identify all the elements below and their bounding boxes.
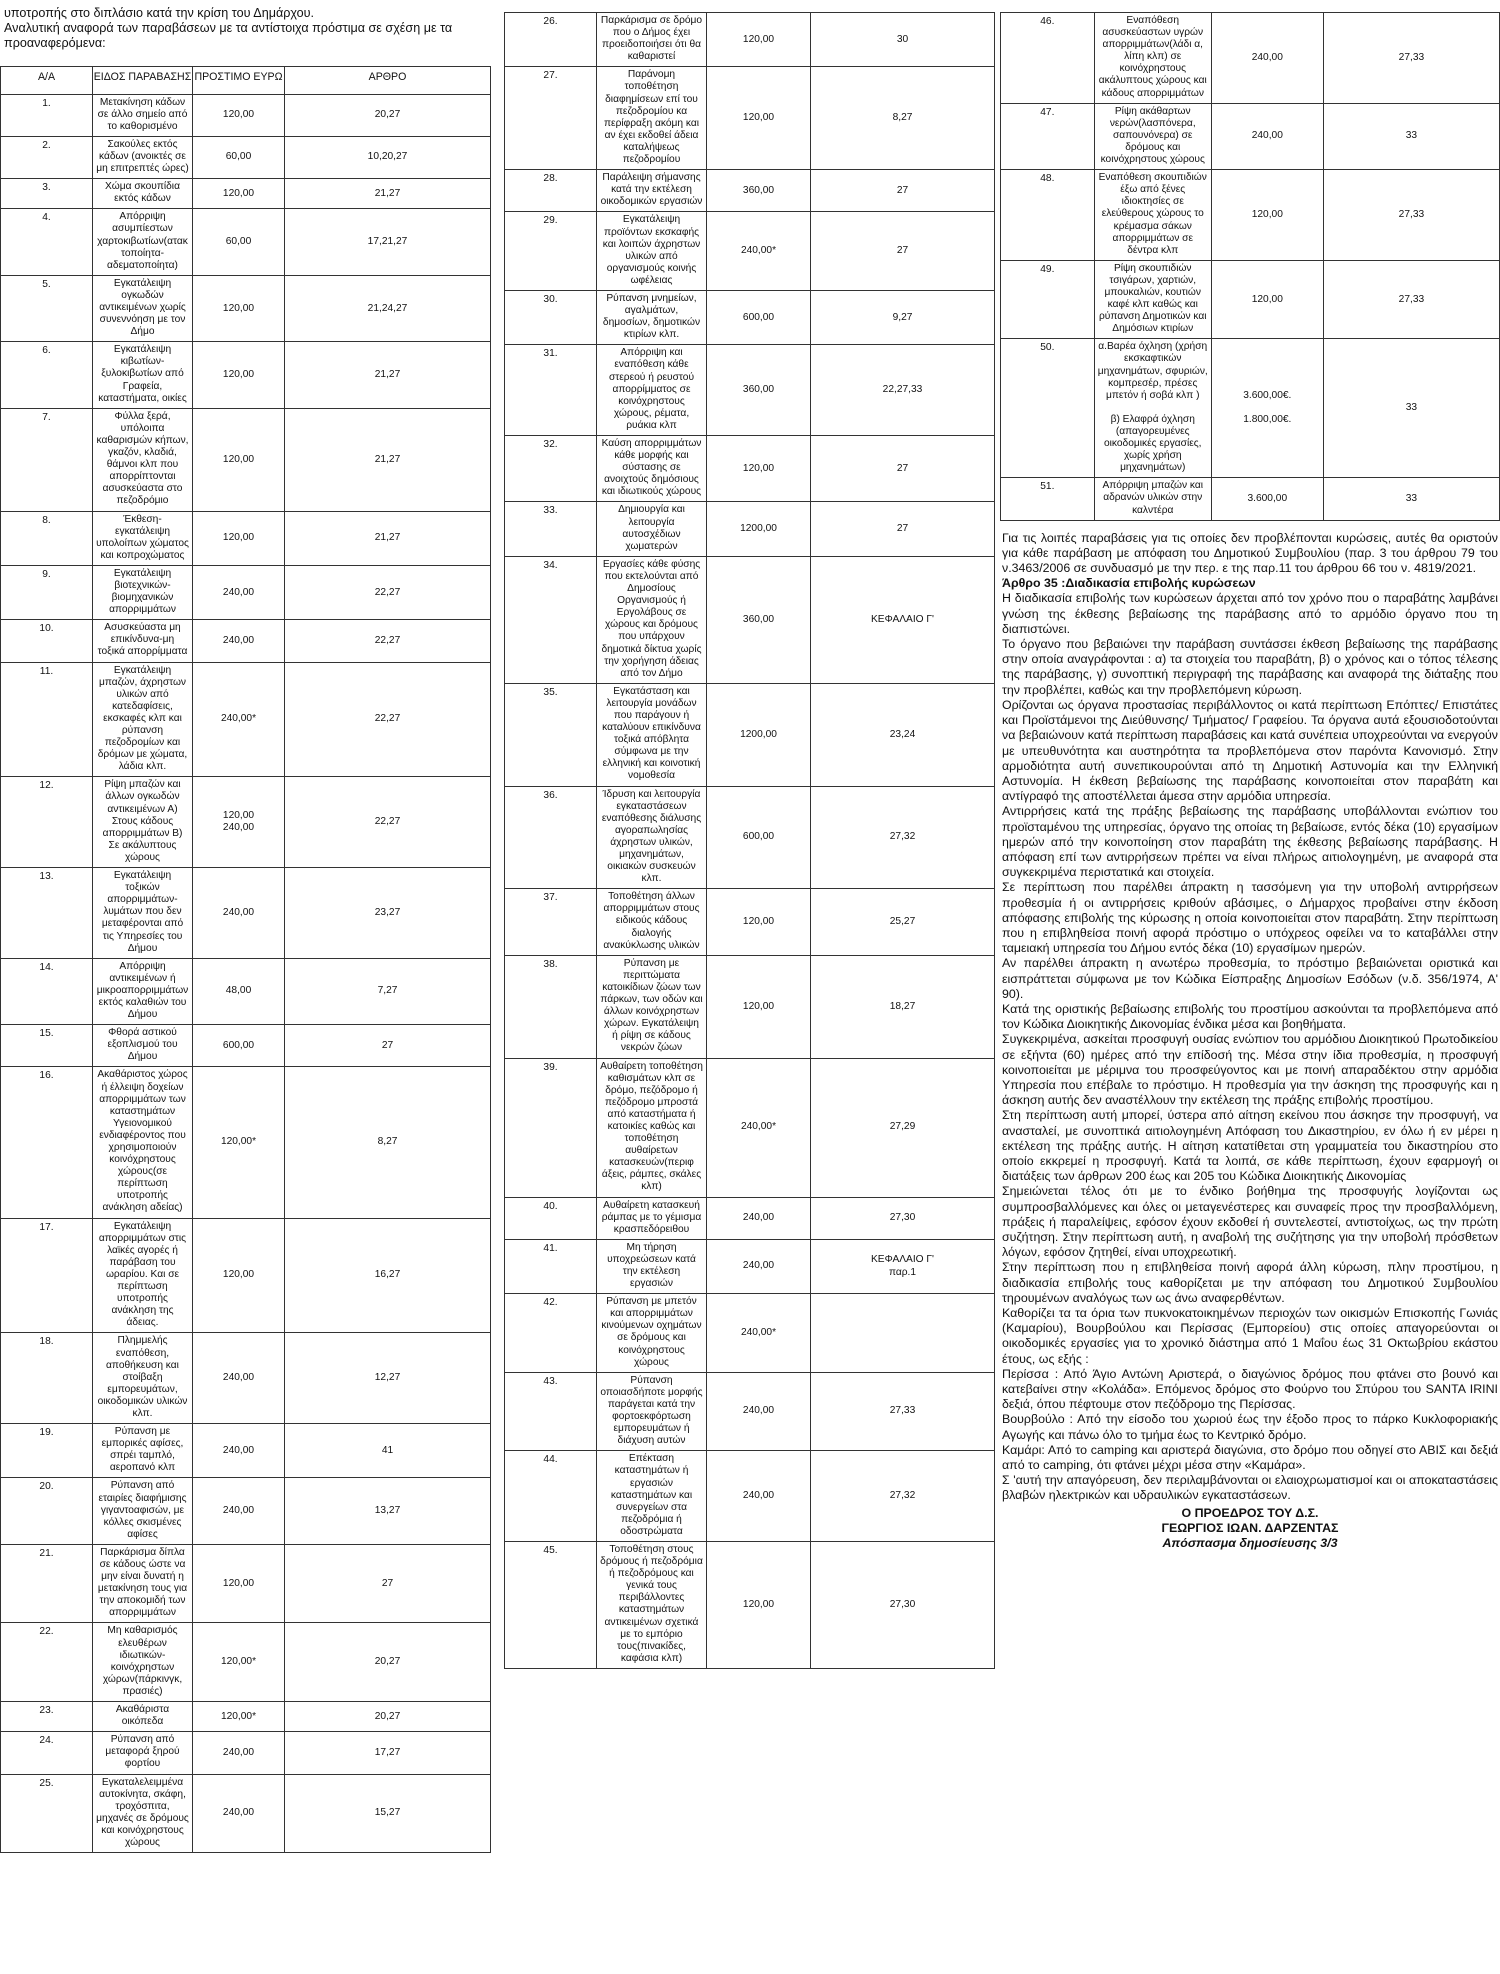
- row-number: 32.: [505, 436, 597, 502]
- fine-amount: 240,00: [193, 868, 285, 959]
- row-number: 19.: [1, 1424, 93, 1478]
- fine-amount: 48,00: [193, 958, 285, 1024]
- violation-description: Παράλειψη σήμανσης κατά την εκτέλεση οικοδομικών εργασιών: [597, 170, 707, 212]
- table-row: [1, 868, 491, 959]
- article-reference: 20,27: [285, 1702, 491, 1732]
- article-reference: 21,24,27: [285, 275, 491, 341]
- fine-amount: 600,00: [707, 786, 811, 889]
- fine-amount: 120,00*: [193, 1067, 285, 1218]
- signature-title: Ο ΠΡΟΕΔΡΟΣ ΤΟΥ Δ.Σ.: [1181, 1505, 1319, 1520]
- table-row: [1, 511, 491, 565]
- column-3: [1000, 0, 1500, 1551]
- violation-description: Ασυσκεύαστα μη επικίνδυνα-μη τοξικά απορρίμματα: [93, 620, 193, 662]
- row-number: 2.: [1, 136, 93, 178]
- violation-description: Επέκταση καταστημάτων ή εργασιών καταστημάτων και συνεργείων στα πεζοδρόμια ή οδοστρώματα: [597, 1451, 707, 1542]
- violation-description: Απόρριψη αντικειμένων ή μικροαπορριμμάτων εκτός καλαθιών του Δήμου: [93, 958, 193, 1024]
- fine-amount: 120,00: [707, 955, 811, 1058]
- article-reference: 8,27: [811, 67, 995, 170]
- fine-amount: 240,00*: [707, 212, 811, 291]
- paragraph: Βουρβούλο : Από την είσοδο του χωριού έως την έξοδο προς το πάρκο Κυκλοφοριακής Αγωγής και πάνω όλο το τμήμα έως το Κεντρικό δρόμο.: [1002, 1412, 1498, 1442]
- article-reference: 7,27: [285, 958, 491, 1024]
- paragraph: Καμάρι: Από το camping και αριστερά διαγώνια, στο δρόμο που οδηγεί στο ΑΒΙΣ και δεξιά από το camping, ότι φτάνει μέχρι μέσα στην «Καμάρα».: [1002, 1442, 1498, 1473]
- table-row: [1, 1025, 491, 1067]
- table-row: [1001, 478, 1500, 520]
- table-row: [1, 1702, 491, 1732]
- publication-note: Απόσπασμα δημοσίευσης 3/3: [1162, 1535, 1338, 1550]
- article-reference: 27: [285, 1544, 491, 1623]
- table-row: [1, 1218, 491, 1333]
- table-row: [1, 1424, 491, 1478]
- fine-amount: 240,00: [1211, 13, 1323, 104]
- row-number: 8.: [1, 511, 93, 565]
- article-reference: 22,27: [285, 565, 491, 619]
- paragraph: Σε περίπτωση που παρέλθει άπρακτη η τασσόμενη για την υποβολή αντιρρήσεων προθεσμία ή οι αντιρρήσεις κριθούν αβάσιμες, ο Δήμαρχος προβαίνει στην έκδοση απόφασης επιβολής της κύρωσης η οποία κοινοποιείται στον παραβάτη. Στην περίπτωση που η επιβληθείσα ποινή αφορά πρόστιμο ο υπόχρεος οφείλει να το καταβάλλει στην ταμειακή υπηρεσία του Δήμου εντός δέκα (10) εργασίμων ημερών.: [1002, 880, 1498, 956]
- violation-description: Ίδρυση και λειτουργία εγκαταστάσεων εναπόθεσης διάλυσης αγοραπωλησίας άχρηστων υλικών, μηχανημάτων, οικιακών συσκευών κλπ.: [597, 786, 707, 889]
- violation-description: Μετακίνηση κάδων σε άλλο σημείο από το καθορισμένο: [93, 94, 193, 136]
- table-row: [1, 1067, 491, 1218]
- paragraph: Στην περίπτωση που η επιβληθείσα ποινή αφορά άλλη κύρωση, πλην προστίμου, η διαδικασία επιβολής τους καθορίζεται με την απόφαση του Δημοτικού Συμβουλίου τηρουμένων αναλόγως των ως άνω αναφερθέντων.: [1002, 1260, 1498, 1305]
- paragraph: Σ 'αυτή την απαγόρευση, δεν περιλαμβάνονται οι ελαιοχρωματισμοί και οι αποκαταστάσεις βλαβών ηλεκτρικών και υδραυλικών εγκαταστάσεων.: [1002, 1473, 1498, 1503]
- article-reference: 27,33: [811, 1372, 995, 1451]
- paragraph: Ορίζονται ως όργανα προστασίας περιβάλλοντος οι κατά περίπτωση Επόπτες/ Επιστάτες και Προϊστάμενοι της Διεύθυνσης/ Τμήματος/ Γραφείου. Τα όργανα αυτά εξουσιοδοτούνται να βεβαιώνουν κατά περίπτωση παραβάσεις και κατά συνέπεια υποχρεούνται να ενεργούν με υπευθυνότητα και αυστηρότητα τα προβλεπόμενα στον παρόντα Κανονισμό. Στην αρμοδιότητα αυτή συνεπικουρούνται από τη Δημοτική Αστυνομία και την Ελληνική Αστυνομία. Η έκθεση βεβαίωσης της παράβασης κοινοποιείται στον παραβάτη και αντίγραφό της αποστέλλεται άμεσα στην αρμόδια υπηρεσία.: [1002, 697, 1498, 804]
- violation-description: Απόρριψη μπαζών και αδρανών υλικών στην καλντέρα: [1094, 478, 1211, 520]
- fine-amount: 240,00*: [193, 662, 285, 777]
- paragraph: Αντιρρήσεις κατά της πράξης βεβαίωσης της παράβασης υποβάλλονται ενώπιον του προϊσταμένου της υπηρεσίας, όργανο της οποίας τη βεβαίωσε, εντός δέκα (10) εργασίμων ημερών από την κοινοποίηση στον παραβάτη της έκθεσης βεβαίωσης παράβασης. Η απόφαση επί των αντιρρήσεων πρέπει να είναι πλήρως αιτιολογημένη, με αναφορά στα συγκεκριμένα περιστατικά και στοιχεία.: [1002, 804, 1498, 880]
- row-number: 10.: [1, 620, 93, 662]
- fine-amount: 240,00*: [707, 1058, 811, 1197]
- fine-amount: 120,00 240,00: [193, 777, 285, 868]
- intro-line-1: υποτροπής στο διπλάσιο κατά την κρίση του Δημάρχου.: [4, 6, 315, 20]
- violation-description: Αυθαίρετη κατασκευή ράμπας με το γέμισμα κρασπεδόρειθου: [597, 1197, 707, 1239]
- article-reference: 22,27,33: [811, 345, 995, 436]
- fine-amount: 120,00: [707, 1541, 811, 1668]
- article-body: [1002, 531, 1498, 1504]
- violation-description: Εγκατάσταση και λειτουργία μονάδων που παράγουν ή καταλύουν επικίνδυνα τοξικά απόβλητα σύμφωνα με την ελληνική και κοινοτική νομοθεσία: [597, 683, 707, 786]
- table-row: [1, 136, 491, 178]
- row-number: 38.: [505, 955, 597, 1058]
- fine-amount: 240,00: [193, 1333, 285, 1424]
- violation-description: Καύση απορριμμάτων κάθε μορφής και σύστασης σε ανοιχτούς δημόσιους και ιδιωτικούς χώρους: [597, 436, 707, 502]
- violation-description: Εγκατάλειψη απορριμμάτων στις λαϊκές αγορές ή παράβαση του ωραρίου. Και σε περίπτωση υποτροπής ανάκληση της άδειας.: [93, 1218, 193, 1333]
- row-number: 9.: [1, 565, 93, 619]
- article-reference: 27,32: [811, 786, 995, 889]
- fine-amount: 240,00: [707, 1239, 811, 1293]
- violation-description: Ρύπανση με μπετόν και απορριμμάτων κινούμενων οχημάτων σε δρόμους και κοινόχρηστους χώρους: [597, 1294, 707, 1373]
- article-reference: [811, 1294, 995, 1373]
- fine-amount: 240,00: [193, 1478, 285, 1544]
- fine-amount: 120,00: [707, 436, 811, 502]
- header-article: ΑΡΘΡΟ: [285, 66, 491, 94]
- row-number: 3.: [1, 179, 93, 209]
- paragraph: Καθορίζει τα τα όρια των πυκνοκατοικημένων περιοχών των οικισμών Επισκοπής Γωνιάς (Καμαρίου), Βουρβούλου και Περίσσας (Εμπορείου) στις οποίες απαγορεύονται οι οικοδομικές εργασίες για το χρονικό διάστημα από 1 Μαΐου έως 31 Οκτωβρίου εκάστου έτους, ως εξής :: [1002, 1306, 1498, 1366]
- row-number: 33.: [505, 502, 597, 556]
- article-reference: 16,27: [285, 1218, 491, 1333]
- row-number: 51.: [1001, 478, 1095, 520]
- violation-description: Μη τήρηση υποχρεώσεων κατά την εκτέλεση εργασιών: [597, 1239, 707, 1293]
- row-number: 36.: [505, 786, 597, 889]
- row-number: 29.: [505, 212, 597, 291]
- row-number: 14.: [1, 958, 93, 1024]
- article-reference: 17,27: [285, 1732, 491, 1774]
- violation-description: Αυθαίρετη τοποθέτηση καθισμάτων κλπ σε δρόμο, πεζόδρομο ή πεζόδρομο μπροστά από καταστήματα ή κατοικίες καθώς και τοποθέτηση αυθαίρετων κατασκευών(περιφ άξεις, ράμπες, σκάλες κλπ): [597, 1058, 707, 1197]
- table-row: [505, 1541, 995, 1668]
- fine-amount: 360,00: [707, 556, 811, 683]
- paragraph: Κατά της οριστικής βεβαίωσης επιβολής του προστίμου ασκούνται τα προβλεπόμενα από τον Κώδικα Διοικητικής Δικονομίας ένδικα μέσα και βοηθήματα.: [1002, 1001, 1498, 1032]
- row-number: 4.: [1, 209, 93, 275]
- table-row: [1001, 13, 1500, 104]
- table-row: [1, 1623, 491, 1702]
- table-row: [505, 683, 995, 786]
- table-row: [505, 345, 995, 436]
- table-row: [505, 502, 995, 556]
- row-number: 26.: [505, 13, 597, 67]
- article-reference: 21,27: [285, 179, 491, 209]
- article-reference: 12,27: [285, 1333, 491, 1424]
- row-number: 46.: [1001, 13, 1095, 104]
- table-row: [1, 1333, 491, 1424]
- table-row: [505, 436, 995, 502]
- violation-description: Εγκατάλειψη τοξικών απορριμμάτων-λυμάτων που δεν μεταφέρονται από τις Υπηρεσίες του Δήμου: [93, 868, 193, 959]
- article-reference: 27: [285, 1025, 491, 1067]
- table-row: [505, 1294, 995, 1373]
- table-row: [505, 290, 995, 344]
- row-number: 20.: [1, 1478, 93, 1544]
- table-row: [505, 1058, 995, 1197]
- fine-amount: 120,00: [193, 275, 285, 341]
- paragraph: Περίσσα : Από Άγιο Αντώνη Αριστερά, ο διαγώνιος δρόμος που φτάνει στο βουνό και κατεβαίνει στην «Κολάδα». Επόμενος δρόμος στο Φούρνο του Σπύρου του SANTA IRINI δεξιά, όπου πέφτουμε στον πεζόδρομο της Περίσσας.: [1002, 1366, 1498, 1412]
- row-number: 30.: [505, 290, 597, 344]
- table-row: [505, 786, 995, 889]
- row-number: 12.: [1, 777, 93, 868]
- violation-description: Φθορά αστικού εξοπλισμού του Δήμου: [93, 1025, 193, 1067]
- violation-description: Φύλλα ξερά, υπόλοιπα καθαρισμών κήπων, γκαζόν, κλαδιά, θάμνοι κλπ που απορρίπτονται ασυσκεύαστα στο πεζοδρόμιο: [93, 408, 193, 511]
- fine-amount: 120,00: [193, 408, 285, 511]
- row-number: 15.: [1, 1025, 93, 1067]
- column-1: [0, 0, 490, 1853]
- article-reference: 21,27: [285, 408, 491, 511]
- violation-description: Ρύπανση με εμπορικές αφίσες, σπρέι ταμπλό, αεροπανό κλπ: [93, 1424, 193, 1478]
- row-number: 48.: [1001, 170, 1095, 261]
- table-row: [505, 67, 995, 170]
- row-number: 49.: [1001, 260, 1095, 339]
- violation-description: Μη καθαρισμός ελευθέρων ιδιωτικών-κοινόχρηστων χώρων(πάρκινγκ, πρασιές): [93, 1623, 193, 1702]
- article-reference: 21,27: [285, 342, 491, 408]
- violation-description: Τοποθέτηση άλλων απορριμμάτων στους ειδικούς κάδους διαλογής ανακύκλωσης υλικών: [597, 889, 707, 955]
- violation-description: Ρίψη μπαζών και άλλων ογκωδών αντικειμένων Α) Στους κάδους απορριμμάτων Β) Σε ακάλυπτους χώρους: [93, 777, 193, 868]
- fine-amount: 120,00: [193, 1218, 285, 1333]
- row-number: 25.: [1, 1774, 93, 1853]
- violation-description: Παράνομη τοποθέτηση διαφημίσεων επί του πεζοδρομίου κα περίφραξη ακόμη και αν έχει εκδοθεί άδεια καταλήψεως πεζοδρομίου: [597, 67, 707, 170]
- article-reference: 8,27: [285, 1067, 491, 1218]
- row-number: 47.: [1001, 103, 1095, 169]
- article-reference: 22,27: [285, 662, 491, 777]
- violation-description: Ρίψη σκουπιδιών τσιγάρων, χαρτιών, μπουκαλιών, κουτιών καφέ κλπ καθώς και ρύπανση Δημοτικών και Δημόσιων κτιρίων: [1094, 260, 1211, 339]
- table-row: [1, 1478, 491, 1544]
- table-row: [505, 556, 995, 683]
- article-reference: 21,27: [285, 511, 491, 565]
- violation-description: Ακαθάριστα οικόπεδα: [93, 1702, 193, 1732]
- article-reference: 25,27: [811, 889, 995, 955]
- paragraph: Συγκεκριμένα, ασκείται προσφυγή ουσίας ενώπιον του αρμόδιου Διοικητικού Πρωτοδικείου σε εξήντα (60) ημέρες από την επίδοσή της. Μέσα στην ίδια προθεσμία, η προσφυγή κοινοποιείται με μέριμνα του προσφεύγοντος και με ποινή απαραδέκτου στην αρμόδια Υπηρεσία που επέβαλε το πρόστιμο. Η προθεσμία για την άσκηση της προσφυγής και η άσκηση αυτής δεν αναστέλλουν την εκτέλεση της πράξης επιβολής προστίμου.: [1002, 1032, 1498, 1108]
- table-row: [1, 565, 491, 619]
- signature-block: [1000, 1506, 1500, 1551]
- table-row: [1, 275, 491, 341]
- fine-amount: 120,00: [1211, 260, 1323, 339]
- article-heading: Άρθρο 35 :Διαδικασία επιβολής κυρώσεων: [1002, 576, 1256, 591]
- table-row: [1, 662, 491, 777]
- fine-amount: 1200,00: [707, 502, 811, 556]
- violation-description: Ρύπανση με περιττώματα κατοικίδιων ζώων των πάρκων, των οδών και άλλων κοινόχρηστων χώρων. Εγκατάλειψη ή ρίψη σε κάδους νεκρών ζώων: [597, 955, 707, 1058]
- article-reference: 13,27: [285, 1478, 491, 1544]
- violation-description: Ρύπανση από εταιρίες διαφήμισης γιγαντοαφισών, με κόλλες σκισμένες αφίσες: [93, 1478, 193, 1544]
- article-reference: 22,27: [285, 777, 491, 868]
- row-number: 28.: [505, 170, 597, 212]
- row-number: 27.: [505, 67, 597, 170]
- violation-description: Παρκάρισμα σε δρόμο που ο Δήμος έχει προειδοποιήσει ότι θα καθαριστεί: [597, 13, 707, 67]
- table-row: [1, 1544, 491, 1623]
- article-reference: 33: [1323, 478, 1499, 520]
- fine-amount: 600,00: [707, 290, 811, 344]
- article-reference: 27,33: [1323, 170, 1499, 261]
- table-row: [505, 170, 995, 212]
- fine-amount: 120,00: [1211, 170, 1323, 261]
- row-number: 50.: [1001, 339, 1095, 478]
- fine-amount: 600,00: [193, 1025, 285, 1067]
- table-row: [505, 955, 995, 1058]
- violation-description: Εναπόθεση ασυσκεύαστων υγρών απορριμμάτων(λάδι α, λίπη κλπ) σε κοινόχρηστους ακάλυπτους χώρους και κάδους απορριμμάτων: [1094, 13, 1211, 104]
- intro-line-2: Αναλυτική αναφορά των παραβάσεων με τα αντίστοιχα πρόστιμα σε σχέση με τα προαναφερόμενα:: [4, 21, 453, 51]
- row-number: 6.: [1, 342, 93, 408]
- table-row: [1, 620, 491, 662]
- table-row: [505, 889, 995, 955]
- row-number: 24.: [1, 1732, 93, 1774]
- violation-description: Ρίψη ακάθαρτων νερών(λασπόνερα, σαπουνόνερα) σε δρόμους και κοινόχρηστους χώρους: [1094, 103, 1211, 169]
- fine-amount: 120,00: [193, 511, 285, 565]
- row-number: 16.: [1, 1067, 93, 1218]
- violation-description: Εγκαταλελειμμένα αυτοκίνητα, σκάφη, τροχόσπιτα, μηχανές σε δρόμους και κοινόχρηστους χώρους: [93, 1774, 193, 1853]
- fine-amount: 3.600,00: [1211, 478, 1323, 520]
- fine-amount: 120,00*: [193, 1623, 285, 1702]
- row-number: 13.: [1, 868, 93, 959]
- article-reference: 23,24: [811, 683, 995, 786]
- paragraph: Το όργανο που βεβαιώνει την παράβαση συντάσσει έκθεση βεβαίωσης της παράβασης στην οποία αναγράφονται : α) τα στοιχεία του παραβάτη, β) ο χρόνος και ο τόπος τέλεσης της παράβασης, γ) συνοπτική περιγραφή της παράβασης και αναφορά της διάταξης που την προβλέπει, καθώς και την προβλεπόμενη κύρωση.: [1002, 637, 1498, 697]
- violation-description: Εγκατάλειψη κιβωτίων-ξυλοκιβωτίων από Γραφεία, καταστήματα, οικίες: [93, 342, 193, 408]
- violation-description: Παρκάρισμα δίπλα σε κάδους ώστε να μην είναι δυνατή η μετακίνηση τους για την αποκομιδή των απορριμμάτων: [93, 1544, 193, 1623]
- violation-description: Ρύπανση από μεταφορά ξηρού φορτίου: [93, 1732, 193, 1774]
- paragraph: Σημειώνεται τέλος ότι με το ένδικο βοήθημα της προσφυγής λογίζονται ως συμπροσβαλλόμενες και όλες οι μεταγενέστερες και συναφείς προς την προσβαλλόμενη, πράξεις ή παραλείψεις, εφόσον έχουν εκδοθεί ή συντελεστεί, αντιστοίχως, ως την πρώτη συζήτηση. Στην περίπτωση αυτή, η αναβολή της συζήτησης για την υποβολή πρόσθετων λόγων, εφόσον ζητηθεί, είναι υποχρεωτική.: [1002, 1184, 1498, 1260]
- violation-description: Σακούλες εκτός κάδων (ανοικτές σε μη επιτρεπτές ώρες): [93, 136, 193, 178]
- table-row: [1, 209, 491, 275]
- article-reference: 27: [811, 436, 995, 502]
- intro-text: [4, 6, 490, 52]
- fine-amount: 240,00: [1211, 103, 1323, 169]
- table-row: [1, 408, 491, 511]
- violation-description: Απόρριψη και εναπόθεση κάθε στερεού ή ρευστού απορρίμματος σε κοινόχρηστους χώρους, ρέματα, ρυάκια κλπ: [597, 345, 707, 436]
- table-row: [1, 958, 491, 1024]
- article-reference: ΚΕΦΑΛΑΙΟ Γ' παρ.1: [811, 1239, 995, 1293]
- row-number: 5.: [1, 275, 93, 341]
- fine-amount: 240,00: [707, 1197, 811, 1239]
- article-reference: 20,27: [285, 1623, 491, 1702]
- fine-amount: 360,00: [707, 170, 811, 212]
- row-number: 40.: [505, 1197, 597, 1239]
- fine-amount: 360,00: [707, 345, 811, 436]
- row-number: 34.: [505, 556, 597, 683]
- fine-amount: 120,00: [193, 94, 285, 136]
- row-number: 37.: [505, 889, 597, 955]
- paragraph: Στη περίπτωση αυτή μπορεί, ύστερα από αίτηση εκείνου που άσκησε την προσφυγή, να ανασταλεί, με συνοπτικά αιτιολογημένη Απόφαση του Δικαστηρίου, εν όλω ή εν μέρει η εκτέλεση της πράξης αυτής. Η αίτηση κατατίθεται στη γραμματεία του δικαστηρίου στο οποίο εκκρεμεί η προσφυγή. Κατά τα λοιπά, σε κάθε περίπτωση, έχουν εφαρμογή οι διατάξεις των άρθρων 200 έως και 205 του Κώδικα Διοικητικής Δικονομίας: [1002, 1108, 1498, 1184]
- article-reference: 33: [1323, 103, 1499, 169]
- article-reference: 30: [811, 13, 995, 67]
- table-row: [1001, 170, 1500, 261]
- article-reference: 20,27: [285, 94, 491, 136]
- fines-table-part-3: [1000, 12, 1500, 521]
- table-row: [1, 1774, 491, 1853]
- row-number: 18.: [1, 1333, 93, 1424]
- violation-description: α.Βαρέα όχληση (χρήση εκσκαφτικών μηχανημάτων, σφυριών, κομπρεσέρ, πρέσες μπετόν ή σοβά κλπ ) β) Ελαφρά όχληση (απαγορευμένες οικοδομικές εργασίες, χωρίς χρήση μηχανημάτων): [1094, 339, 1211, 478]
- article-reference: 27: [811, 502, 995, 556]
- fine-amount: 240,00*: [707, 1294, 811, 1373]
- paragraph: Για τις λοιπές παραβάσεις για τις οποίες δεν προβλέπονται κυρώσεις, αυτές θα οριστούν για κάθε παράβαση με απόφαση του Δημοτικού Συμβουλίου (παρ. 3 του άρθρου 79 του ν.3463/2006 σε συνδυασμό με την περ. ε της παρ.11 του άρθρου 66 του ν. 4819/2021.: [1002, 530, 1498, 576]
- fines-table-part-1: [0, 66, 491, 1853]
- table-row: [505, 212, 995, 291]
- violation-description: Δημιουργία και λειτουργία αυτοσχέδιων χωματερών: [597, 502, 707, 556]
- violation-description: Τοποθέτηση στους δρόμους ή πεζοδρόμια ή πεζοδρόμους και γενικά τους περιβάλλοντες καταστημάτων αντικειμένων σχετικά με το εμπόριο τους(πινακίδες, καφάσια κλπ): [597, 1541, 707, 1668]
- violation-description: Χώμα σκουπίδια εκτός κάδων: [93, 179, 193, 209]
- article-reference: 9,27: [811, 290, 995, 344]
- row-number: 11.: [1, 662, 93, 777]
- row-number: 39.: [505, 1058, 597, 1197]
- row-number: 22.: [1, 1623, 93, 1702]
- fine-amount: 240,00: [193, 1732, 285, 1774]
- table-row: [1, 179, 491, 209]
- fine-amount: 240,00: [707, 1451, 811, 1542]
- column-2: [504, 0, 994, 1669]
- article-reference: 17,21,27: [285, 209, 491, 275]
- article-reference: 22,27: [285, 620, 491, 662]
- article-reference: ΚΕΦΑΛΑΙΟ Γ': [811, 556, 995, 683]
- header-no: Α/Α: [1, 66, 93, 94]
- fine-amount: 240,00: [707, 1372, 811, 1451]
- fine-amount: 240,00: [193, 565, 285, 619]
- article-reference: 41: [285, 1424, 491, 1478]
- fine-amount: 240,00: [193, 620, 285, 662]
- table-row: [1, 342, 491, 408]
- fine-amount: 1200,00: [707, 683, 811, 786]
- fine-amount: 120,00: [193, 1544, 285, 1623]
- article-reference: 27,33: [1323, 13, 1499, 104]
- violation-description: Εγκατάλειψη προϊόντων εκσκαφής και λοιπών άχρηστων υλικών από οργανισμούς κοινής ωφέλειας: [597, 212, 707, 291]
- row-number: 41.: [505, 1239, 597, 1293]
- row-number: 23.: [1, 1702, 93, 1732]
- signature-name: ΓΕΩΡΓΙΟΣ ΙΩΑΝ. ΔΑΡΖΕΝΤΑΣ: [1161, 1520, 1339, 1535]
- article-reference: 27,33: [1323, 260, 1499, 339]
- fine-amount: 120,00: [193, 342, 285, 408]
- row-number: 44.: [505, 1451, 597, 1542]
- table-row: [1001, 260, 1500, 339]
- article-reference: 23,27: [285, 868, 491, 959]
- table-row: [505, 1239, 995, 1293]
- table-row: [1, 1732, 491, 1774]
- article-reference: 27: [811, 170, 995, 212]
- row-number: 42.: [505, 1294, 597, 1373]
- table-row: [1001, 339, 1500, 478]
- article-reference: 27: [811, 212, 995, 291]
- fine-amount: 60,00: [193, 136, 285, 178]
- table-row: [505, 1372, 995, 1451]
- row-number: 31.: [505, 345, 597, 436]
- fine-amount: 60,00: [193, 209, 285, 275]
- violation-description: Ρύπανση οποιασδήποτε μορφής παράγεται κατά την φορτοεκφόρτωση εμπορευμάτων ή διάχυση αυτών: [597, 1372, 707, 1451]
- violation-description: Εγκατάλειψη βιοτεχνικών-βιομηχανικών απορριμμάτων: [93, 565, 193, 619]
- table-row: [505, 13, 995, 67]
- row-number: 21.: [1, 1544, 93, 1623]
- fines-table-part-2: [504, 12, 995, 1669]
- row-number: 17.: [1, 1218, 93, 1333]
- fine-amount: 120,00: [193, 179, 285, 209]
- violation-description: Εργασίες κάθε φύσης που εκτελούνται από Δημοσίους Οργανισμούς ή Εργολάβους σε χώρους και δρόμους που υπάρχουν δημοτικά δίκτυα χωρίς την χορήγηση άδειας από τον Δήμο: [597, 556, 707, 683]
- paragraph: Η διαδικασία επιβολής των κυρώσεων άρχεται από τον χρόνο που ο παραβάτης λαμβάνει γνώση της έκθεσης βεβαίωσης της παράβασης από το αρμόδιο όργανο που τη διαπιστώνει.: [1002, 591, 1498, 636]
- fine-amount: 240,00: [193, 1424, 285, 1478]
- article-reference: 33: [1323, 339, 1499, 478]
- table-row: [1, 94, 491, 136]
- article-reference: 27,32: [811, 1451, 995, 1542]
- violation-description: Εγκατάλειψη μπαζών, άχρηστων υλικών από κατεδαφίσεις, εκσκαφές κλπ και ρύπανση πεζοδρομίων και δρόμων με χώματα, λάδια κλπ.: [93, 662, 193, 777]
- row-number: 35.: [505, 683, 597, 786]
- row-number: 45.: [505, 1541, 597, 1668]
- violation-description: Εγκατάλειψη ογκωδών αντικειμένων χωρίς συνεννόηση με τον Δήμο: [93, 275, 193, 341]
- violation-description: Έκθεση-εγκατάλειψη υπολοίπων χώματος και κοπροχώματος: [93, 511, 193, 565]
- fine-amount: 120,00: [707, 13, 811, 67]
- header-fine: ΠΡΟΣΤΙΜΟ ΕΥΡΩ: [193, 66, 285, 94]
- article-reference: 27,29: [811, 1058, 995, 1197]
- row-number: 43.: [505, 1372, 597, 1451]
- article-reference: 10,20,27: [285, 136, 491, 178]
- fine-amount: 3.600,00€. 1.800,00€.: [1211, 339, 1323, 478]
- paragraph: Αν παρέλθει άπρακτη η ανωτέρω προθεσμία, το πρόστιμο βεβαιώνεται οριστικά και εισπράττεται σύμφωνα με τον Κώδικα Είσπραξης Δημοσίων Εσόδων (ν.δ. 356/1974, Α' 90).: [1002, 956, 1498, 1001]
- article-reference: 15,27: [285, 1774, 491, 1853]
- violation-description: Πλημμελής εναπόθεση, αποθήκευση και στοίβαξη εμπορευμάτων, οικοδομικών υλικών κλπ.: [93, 1333, 193, 1424]
- violation-description: Ακαθάριστος χώρος ή έλλειψη δοχείων απορριμμάτων των καταστημάτων Υγειονομικού ενδιαφέροντος που χρησιμοποιούν κοινόχρηστους χώρους(σε περίπτωση υποτροπής ανάκληση αδείας): [93, 1067, 193, 1218]
- article-reference: 27,30: [811, 1197, 995, 1239]
- table-row: [505, 1451, 995, 1542]
- table-row: [1001, 103, 1500, 169]
- fine-amount: 120,00: [707, 889, 811, 955]
- violation-description: Απόρριψη ασυμπίεστων χαρτοκιβωτίων(ατακ τοποίητα-αδεματοποίητα): [93, 209, 193, 275]
- table-row: [1, 777, 491, 868]
- article-reference: 27,30: [811, 1541, 995, 1668]
- row-number: 1.: [1, 94, 93, 136]
- fine-amount: 120,00: [707, 67, 811, 170]
- table-row: [505, 1197, 995, 1239]
- violation-description: Εναπόθεση σκουπιδιών έξω από ξένες ιδιοκτησίες σε ελεύθερους χώρους το κρέμασμα σάκων απορριμμάτων σε δέντρα κλπ: [1094, 170, 1211, 261]
- header-description: ΕΙΔΟΣ ΠΑΡΑΒΑΣΗΣ: [93, 66, 193, 94]
- fine-amount: 240,00: [193, 1774, 285, 1853]
- violation-description: Ρύπανση μνημείων, αγαλμάτων, δημοσίων, δημοτικών κτιρίων κλπ.: [597, 290, 707, 344]
- article-reference: 18,27: [811, 955, 995, 1058]
- fine-amount: 120,00*: [193, 1702, 285, 1732]
- row-number: 7.: [1, 408, 93, 511]
